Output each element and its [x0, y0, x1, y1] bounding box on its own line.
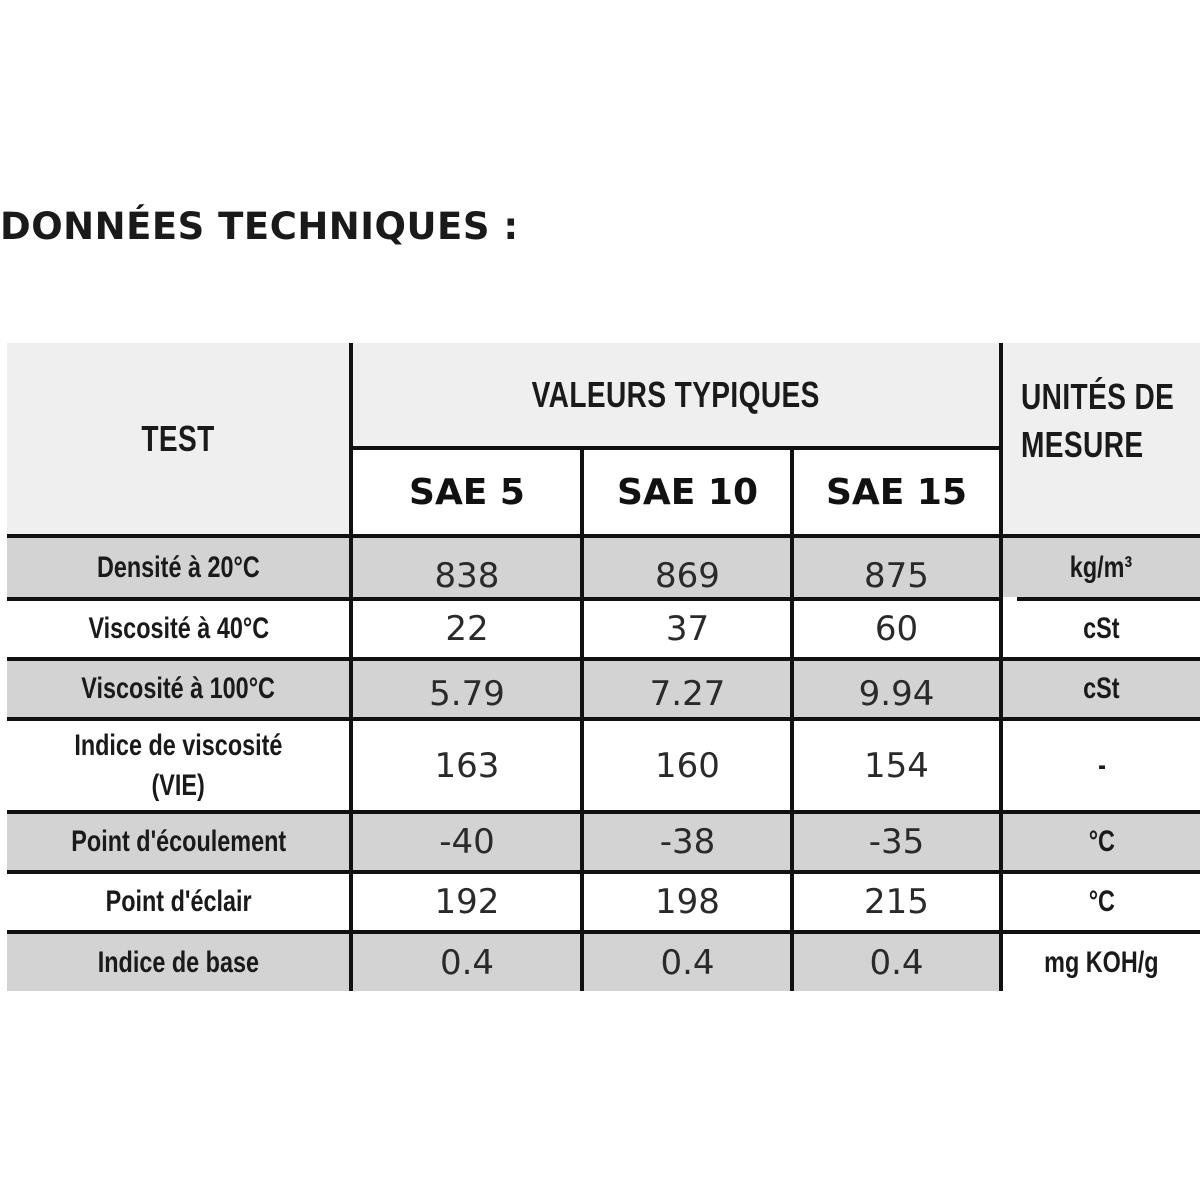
header-values-group-label: VALEURS TYPIQUES	[531, 374, 821, 415]
row-pour-point-sae5: -40	[353, 814, 581, 870]
header-test-cell	[7, 343, 350, 535]
row-flash-point-unit-cell	[1003, 874, 1200, 930]
divider-header-bottom	[7, 534, 1200, 538]
row-pour-point-sae15: -35	[794, 814, 999, 870]
row-density-unit-cell	[1003, 538, 1200, 597]
row-visc100-label: Viscosité à 100°C	[81, 672, 276, 705]
header-units-line1: UNITÉS DE	[1021, 376, 1175, 417]
row-pour-point-sae10: -38	[584, 814, 791, 870]
row-density-sae10: 869	[584, 538, 791, 597]
row-base-number-label: Indice de base	[97, 945, 260, 979]
row-visc40-sae15: 60	[794, 601, 999, 657]
row-visc100-sae15: 9.94	[794, 661, 999, 717]
row-vi-label-line2: (VIE)	[151, 768, 206, 802]
divider-row-0-units	[1017, 597, 1200, 601]
header-grade-sae5: SAE 5	[409, 472, 525, 513]
row-vi-label-cell	[7, 721, 350, 810]
row-visc40-label: Viscosité à 40°C	[88, 612, 269, 645]
row-visc100-sae5: 5.79	[353, 661, 581, 717]
divider-row-4	[7, 870, 1200, 874]
row-pour-point-label-cell	[7, 814, 350, 870]
divider-row-1	[7, 657, 1200, 661]
row-pour-point-unit: °C	[1088, 825, 1115, 858]
row-base-number-sae10: 0.4	[584, 934, 791, 991]
row-density-label-cell	[7, 538, 350, 597]
header-values-group-cell	[353, 343, 999, 447]
row-vi-sae5: 163	[353, 721, 581, 810]
header-test-label: TEST	[141, 418, 216, 459]
row-pour-point-label: Point d'écoulement	[71, 825, 286, 858]
divider-row-3	[7, 810, 1200, 814]
row-base-number-label-cell	[7, 934, 350, 991]
divider-row-0	[7, 597, 999, 601]
row-vi-sae10: 160	[584, 721, 791, 810]
page-title: DONNÉES TECHNIQUES :	[0, 205, 519, 248]
divider-row-5	[7, 930, 1200, 934]
header-grade-sae10: SAE 10	[616, 472, 758, 513]
row-flash-point-unit: °C	[1088, 885, 1115, 918]
header-grade-sae10-cell	[584, 450, 791, 535]
row-density-sae15: 875	[794, 538, 999, 597]
row-flash-point-label-cell	[7, 874, 350, 930]
row-flash-point-label: Point d'éclair	[105, 885, 252, 918]
technical-data-table	[7, 343, 1200, 991]
row-base-number-unit: mg KOH/g	[1044, 945, 1159, 979]
row-visc40-label-cell	[7, 601, 350, 657]
row-visc40-unit: cSt	[1083, 612, 1120, 645]
header-grade-sae5-cell	[353, 450, 581, 535]
row-vi-sae15: 154	[794, 721, 999, 810]
row-visc100-sae10: 7.27	[584, 661, 791, 717]
row-visc100-unit-cell	[1003, 661, 1200, 717]
divider-header-mid	[353, 446, 999, 450]
row-vi-label-line1: Indice de viscosité	[74, 728, 283, 762]
row-vi-unit: -	[1097, 748, 1106, 782]
row-visc100-unit: cSt	[1083, 672, 1120, 705]
row-visc40-unit-cell	[1003, 601, 1200, 657]
row-pour-point-unit-cell	[1003, 814, 1200, 870]
divider-row-2	[7, 717, 1200, 721]
row-flash-point-sae5: 192	[353, 874, 581, 930]
row-visc40-sae5: 22	[353, 601, 581, 657]
row-base-number-unit-cell	[1003, 934, 1200, 991]
row-visc100-label-cell	[7, 661, 350, 717]
header-grade-sae15-cell	[794, 450, 999, 535]
header-units-cell	[1003, 343, 1200, 535]
row-base-number-sae5: 0.4	[353, 934, 581, 991]
header-units-line2: MESURE	[1021, 424, 1144, 465]
divider-test	[349, 343, 353, 991]
row-visc40-sae10: 37	[584, 601, 791, 657]
header-grade-sae15: SAE 15	[825, 472, 967, 513]
row-flash-point-sae15: 215	[794, 874, 999, 930]
row-flash-point-sae10: 198	[584, 874, 791, 930]
row-base-number-sae15: 0.4	[794, 934, 999, 991]
row-density-label: Densité à 20°C	[97, 550, 260, 584]
divider-units	[999, 343, 1003, 991]
row-density-sae5: 838	[353, 538, 581, 597]
row-density-unit: kg/m³	[1070, 550, 1133, 584]
row-vi-unit-cell	[1003, 721, 1200, 810]
